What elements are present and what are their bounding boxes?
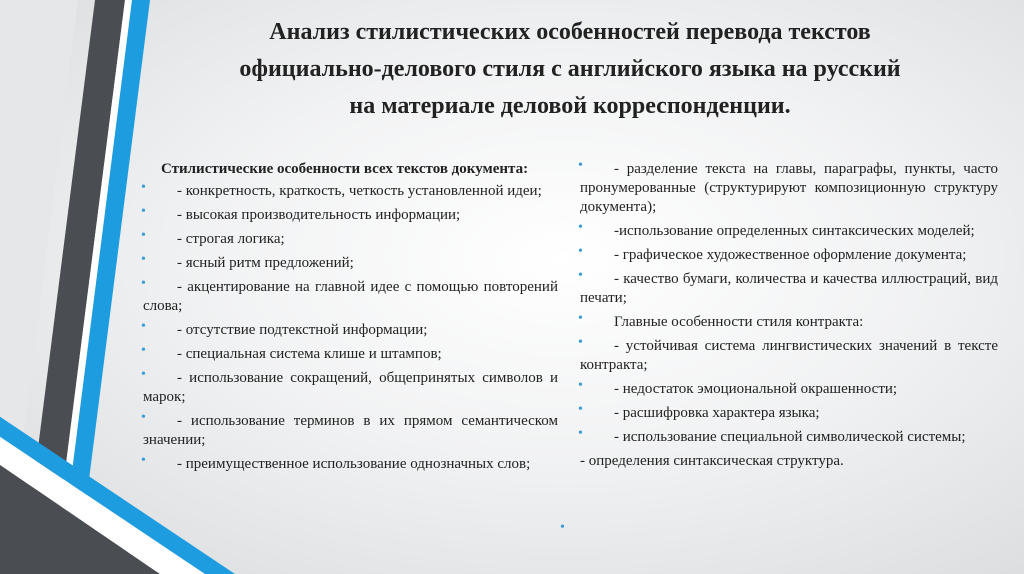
list-item: • - высокая производительность информации; bbox=[141, 204, 461, 223]
list-item: • - разделение текста на главы, параграфы, пункты, часто пронумерованные (структурируют композиционную структуру документа); bbox=[578, 158, 998, 215]
bullet-icon: • bbox=[141, 453, 146, 468]
bullet-icon: • bbox=[578, 426, 583, 441]
list-item: • - преимущественное использование однозначных слов; bbox=[141, 453, 531, 472]
slide-title bbox=[150, 14, 990, 125]
bullet-icon: • bbox=[578, 268, 583, 283]
list-item-last: - определения синтаксическая структура. bbox=[580, 453, 844, 469]
bullet-icon: • bbox=[560, 520, 565, 535]
list-item: • - специальная система клише и штампов; bbox=[141, 343, 442, 362]
list-item: • - устойчивая система лингвистических значений в тексте контракта; bbox=[578, 335, 998, 373]
bullet-icon: • bbox=[141, 228, 146, 243]
list-item: • - ясный ритм предложений; bbox=[141, 252, 354, 271]
left-column bbox=[143, 160, 558, 479]
list-item: • - акцентирование на главной идее с помощью повторений слова; bbox=[141, 276, 558, 314]
bullet-icon: • bbox=[141, 410, 146, 425]
title-line-1: Анализ стилистических особенностей перевода текстов bbox=[269, 19, 871, 45]
list-item: • - строгая логика; bbox=[141, 228, 285, 247]
list-item: • Главные особенности стиля контракта: bbox=[578, 311, 864, 330]
list-item: • - отсутствие подтекстной информации; bbox=[141, 319, 428, 338]
bullet-icon: • bbox=[141, 319, 146, 334]
bullet-icon: • bbox=[578, 378, 583, 393]
title-line-3: на материале деловой корреспонденции. bbox=[349, 93, 791, 119]
right-column bbox=[580, 160, 998, 471]
bullet-icon: • bbox=[578, 158, 583, 173]
bullet-icon: • bbox=[141, 343, 146, 358]
list-item: • - использование специальной символической системы; bbox=[578, 426, 966, 445]
bullet-icon: • bbox=[141, 276, 146, 291]
list-item: • -использование определенных синтаксических моделей; bbox=[578, 220, 975, 239]
left-subheading: Стилистические особенности всех текстов документа: bbox=[161, 161, 529, 177]
list-item: • - расшифровка характера языка; bbox=[578, 402, 820, 421]
list-item: • - конкретность, краткость, четкость установленной идеи; bbox=[141, 180, 542, 199]
bullet-icon: • bbox=[578, 335, 583, 350]
list-item: • - использование терминов в их прямом семантическом значении; bbox=[141, 410, 558, 448]
list-item: • - графическое художественное оформление документа; bbox=[578, 244, 967, 263]
list-item: • - использование сокращений, общепринятых символов и марок; bbox=[141, 367, 558, 405]
list-item: • - недостаток эмоциональной окрашенности; bbox=[578, 378, 898, 397]
bullet-icon: • bbox=[578, 244, 583, 259]
title-line-2: официально-делового стиля с английского языка на русский bbox=[239, 56, 901, 82]
bullet-icon: • bbox=[141, 180, 146, 195]
bullet-icon: • bbox=[141, 367, 146, 382]
bullet-icon: • bbox=[578, 402, 583, 417]
bullet-icon: • bbox=[578, 311, 583, 326]
bullet-icon: • bbox=[141, 204, 146, 219]
bullet-icon: • bbox=[578, 220, 583, 235]
list-item: • - качество бумаги, количества и качества иллюстраций, вид печати; bbox=[578, 268, 998, 306]
bullet-icon: • bbox=[141, 252, 146, 267]
